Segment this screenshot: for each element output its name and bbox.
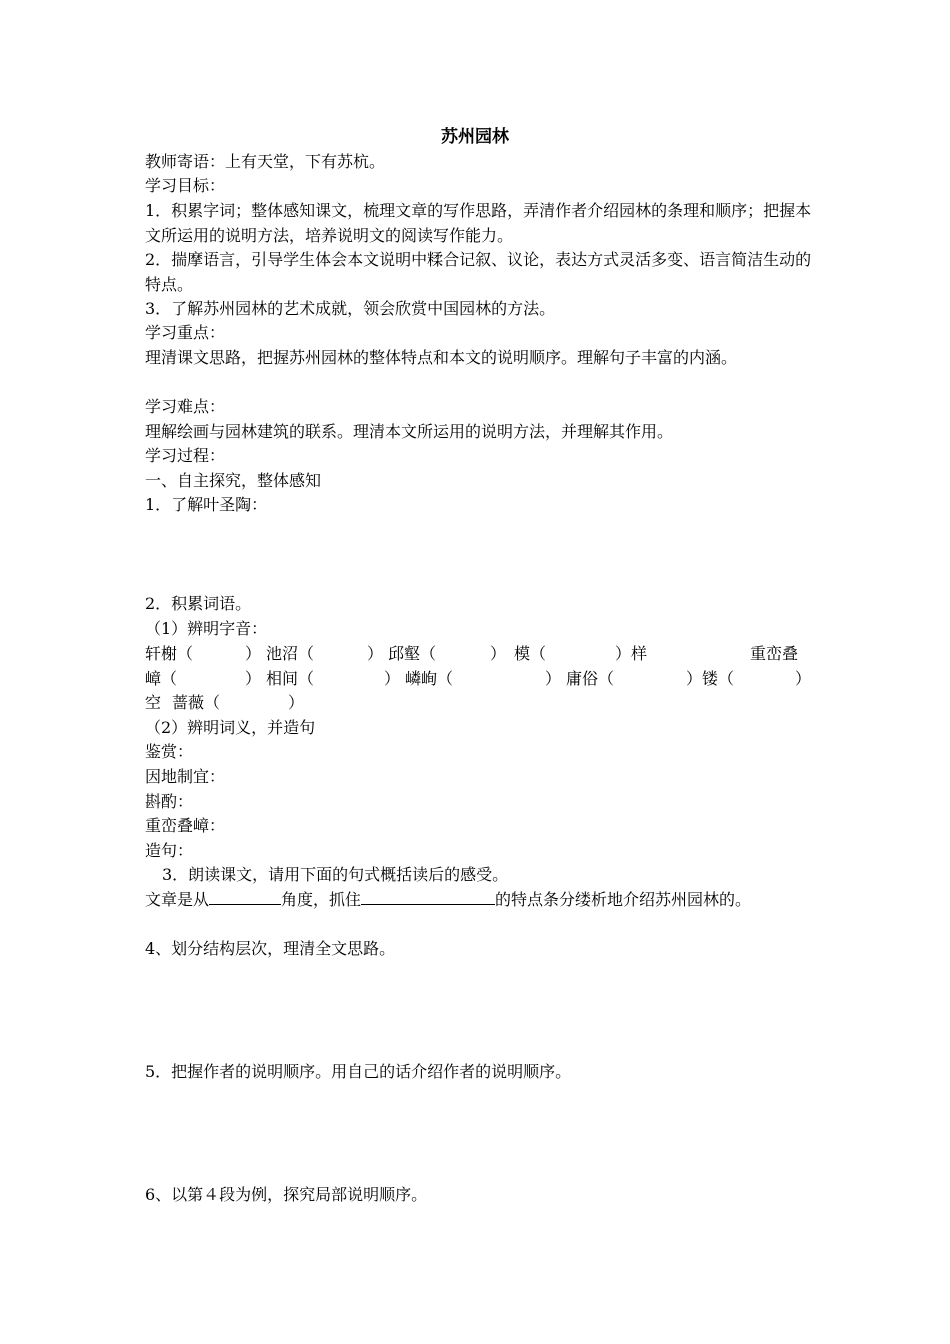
phonetic-word-9a: 空 [145, 693, 162, 712]
item-5: 5．把握作者的说明顺序。用自己的话介绍作者的说明顺序。 [145, 1062, 572, 1081]
phonetic-close-8b: ） [795, 669, 812, 688]
phonetic-close-1: ） [245, 644, 262, 663]
phonetic-word-6: 相间（ [266, 669, 315, 688]
item-6: 6、以第４段为例，探究局部说明顺序。 [145, 1185, 428, 1204]
phonetic-close-8: ）镂（ [686, 669, 735, 688]
goal-2: 2．揣摩语言，引导学生体会本文说明中糅合记叙、议论，表达方式灵活多变、语言简洁生动的特点。 [145, 250, 812, 294]
phonetic-close-7: ） [545, 669, 562, 688]
item-2-sub-2: （2）辨明词义，并造句 [145, 718, 316, 737]
phonetic-close-6: ） [384, 669, 401, 688]
phonetic-word-9: 蔷薇（ [172, 693, 221, 712]
definition-4: 重峦叠嶂： [145, 816, 226, 835]
fill-blank-1[interactable] [209, 890, 281, 905]
hard-heading: 学习难点： [145, 397, 226, 416]
page-title: 苏州园林 [441, 127, 509, 147]
phonetic-word-1: 轩榭（ [145, 644, 194, 663]
goals-heading: 学习目标： [145, 176, 226, 195]
fill-text-c: 的特点条分缕析地介绍苏州园林的。 [495, 890, 752, 909]
sentence-label: 造句： [145, 841, 194, 860]
definition-1: 鉴赏： [145, 742, 194, 761]
section-1: 一、自主探究，整体感知 [145, 471, 322, 490]
fill-in-sentence [145, 888, 835, 913]
phonetic-close-9: ） [288, 693, 305, 712]
phonetic-word-5a: 重峦叠 [750, 644, 799, 663]
phonetic-close-4: ）样 [615, 644, 648, 663]
phonetic-word-7: 嶙峋（ [405, 669, 454, 688]
item-1: 1．了解叶圣陶： [145, 495, 268, 514]
definition-3: 斟酌： [145, 792, 194, 811]
fill-text-a: 文章是从 [145, 890, 210, 909]
fill-text-b: 角度，抓住 [281, 890, 362, 909]
item-3: 3．朗读课文，请用下面的句式概括读后的感受。 [162, 865, 509, 884]
phonetic-close-2: ） [367, 644, 384, 663]
key-heading: 学习重点： [145, 323, 226, 342]
phonetic-word-8: 庸俗（ [566, 669, 615, 688]
phonetic-word-4: 模（ [514, 644, 547, 663]
item-2-sub-1: （1）辨明字音： [145, 619, 268, 638]
phonetic-word-3: 邱壑（ [388, 644, 437, 663]
definition-2: 因地制宜： [145, 767, 226, 786]
key-text: 理清课文思路，把握苏州园林的整体特点和本文的说明顺序。理解句子丰富的内涵。 [145, 348, 738, 367]
goal-1: 1．积累字词；整体感知课文，梳理文章的写作思路，弄清作者介绍园林的条理和顺序；把握本文所运用的说明方法，培养说明文的阅读写作能力。 [145, 201, 812, 245]
phonetic-close-3: ） [490, 644, 507, 663]
phonetic-word-5b: 嶂（ [145, 669, 178, 688]
item-2: 2．积累词语。 [145, 594, 252, 613]
phonetic-word-2: 池沼（ [266, 644, 315, 663]
fill-blank-2[interactable] [361, 890, 495, 905]
phonetic-close-5: ） [245, 669, 262, 688]
teacher-note: 教师寄语：上有天堂，下有苏杭。 [145, 152, 386, 171]
process-heading: 学习过程： [145, 446, 226, 465]
hard-text: 理解绘画与园林建筑的联系。理清本文所运用的说明方法，并理解其作用。 [145, 422, 674, 441]
goal-3: 3．了解苏州园林的艺术成就，领会欣赏中国园林的方法。 [145, 299, 556, 318]
item-4: 4、划分结构层次，理清全文思路。 [145, 939, 396, 958]
